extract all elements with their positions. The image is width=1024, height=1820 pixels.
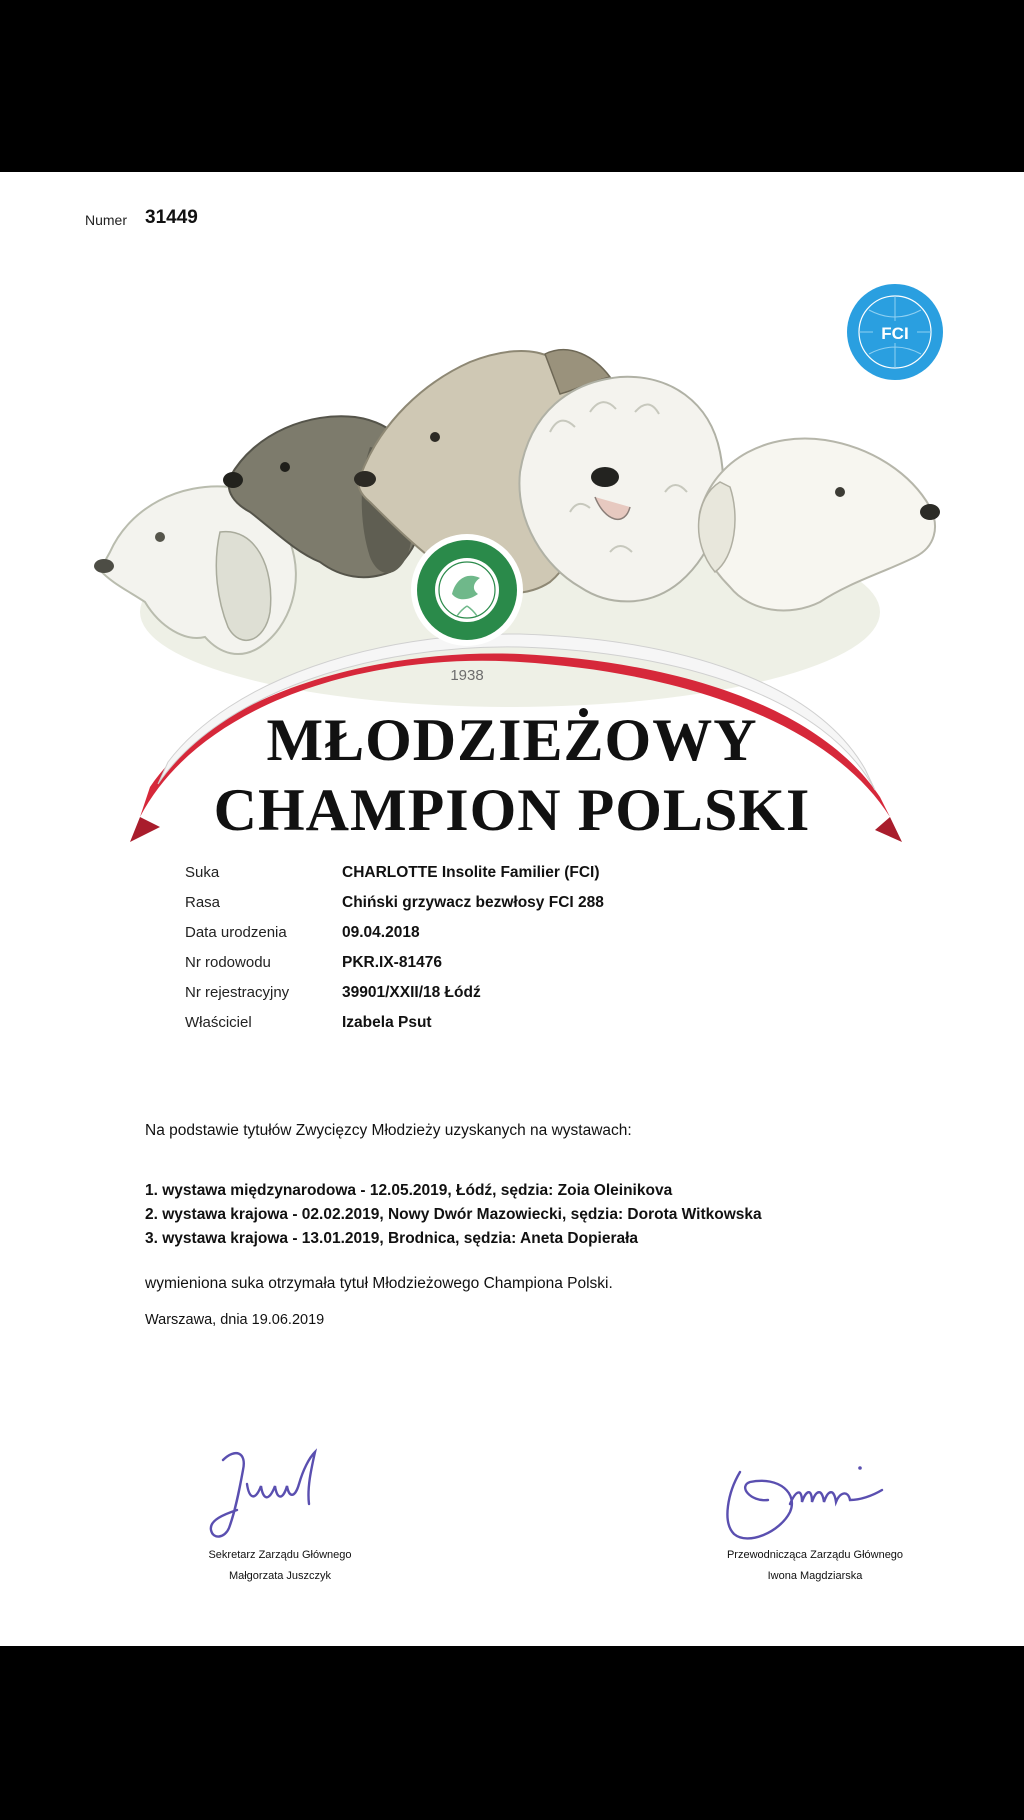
- number-label: Numer: [85, 212, 128, 228]
- show-item-2: 2. wystawa krajowa - 02.02.2019, Nowy Dwór Mazowiecki, sędzia: Dorota Witkowska: [145, 1206, 762, 1223]
- place-date: Warszawa, dnia 19.06.2019: [145, 1312, 325, 1328]
- info-value: 39901/XXII/18 Łódź: [342, 984, 481, 1001]
- info-value: Izabela Psut: [342, 1014, 432, 1031]
- dogs-illustration: [90, 282, 950, 862]
- zkwp-year: 1938: [450, 667, 484, 684]
- info-row-registration: [185, 984, 885, 1014]
- info-label: Nr rejestracyjny: [185, 984, 290, 1001]
- certificate-title-line-1: MŁODZIEŻOWY: [266, 707, 758, 773]
- info-label: Właściciel: [185, 1014, 252, 1031]
- signature-name: Małgorzata Juszczyk: [228, 1570, 332, 1582]
- info-label: Data urodzenia: [185, 924, 287, 941]
- info-label: Suka: [185, 864, 220, 881]
- conclusion-text: wymieniona suka otrzymała tytuł Młodzieżowego Championa Polski.: [145, 1275, 613, 1292]
- info-label: Nr rodowodu: [185, 954, 271, 971]
- info-row-owner: [185, 1014, 885, 1044]
- info-row-dog: [185, 864, 885, 894]
- info-row-pedigree: [185, 954, 885, 984]
- info-value: Chiński grzywacz bezwłosy FCI 288: [342, 894, 604, 911]
- info-row-breed: [185, 894, 885, 924]
- signature-name: Iwona Magdziarska: [767, 1570, 863, 1582]
- signature-caption-chairwoman: [670, 1545, 960, 1587]
- show-item-3: 3. wystawa krajowa - 13.01.2019, Brodnica, sędzia: Aneta Dopierała: [145, 1230, 639, 1247]
- info-value: CHARLOTTE Insolite Familier (FCI): [342, 864, 600, 881]
- signature-caption-secretary: [160, 1545, 400, 1587]
- show-item-1: 1. wystawa międzynarodowa - 12.05.2019, Łódź, sędzia: Zoia Oleinikova: [145, 1182, 673, 1199]
- fci-emblem: [847, 284, 943, 380]
- signature-chairwoman: [710, 1442, 890, 1552]
- info-row-birth-date: [185, 924, 885, 954]
- fci-logo-text: FCI: [881, 324, 909, 343]
- signature-secretary: [205, 1440, 335, 1550]
- signature-role: Sekretarz Zarządu Głównego: [208, 1549, 352, 1561]
- info-value: 09.04.2018: [342, 924, 420, 941]
- signature-role: Przewodnicząca Zarządu Głównego: [726, 1549, 904, 1561]
- dog-head-5: [699, 439, 940, 611]
- info-label: Rasa: [185, 894, 221, 911]
- certificate-page: [0, 172, 1024, 1646]
- info-value: PKR.IX-81476: [342, 954, 442, 971]
- intro-text: Na podstawie tytułów Zwycięzcy Młodzieży uzyskanych na wystawach:: [145, 1122, 632, 1139]
- number-value: 31449: [145, 207, 198, 228]
- certificate-title-line-2: CHAMPION POLSKI: [213, 777, 811, 843]
